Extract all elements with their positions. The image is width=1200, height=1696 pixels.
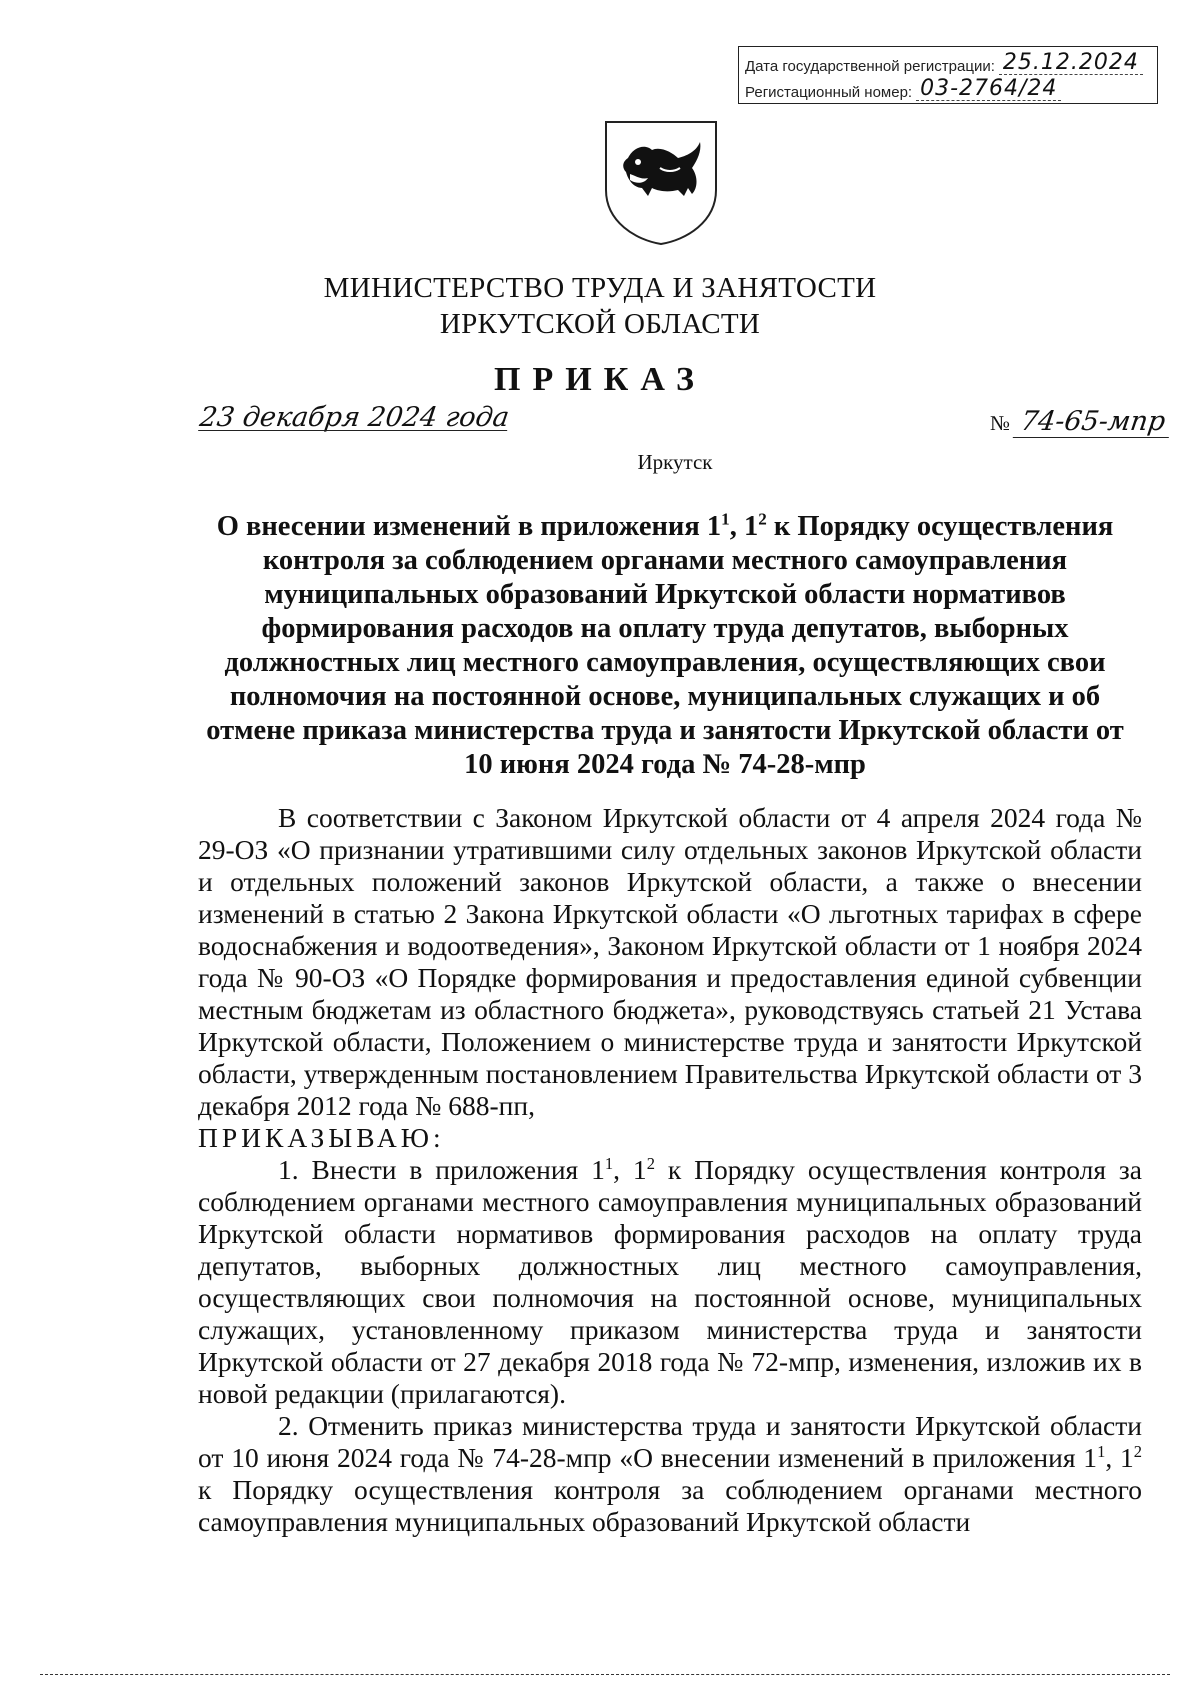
document-body	[198, 802, 1142, 1538]
ministry-name	[0, 270, 1200, 342]
title-part2: к Порядку осуществления контроля за соблюдением органами местного самоуправления муниципальных образований Иркутской области нормативов формирования расходов на оплату труда депутатов, выборных должностных лиц местного самоуправления, осуществляющих свои полномочия на постоянной основе, муниципальных служащих и об отмене приказа министерства труда и занятости Иркутской области от 10 июня 2024 года № 74-28-мпр	[206, 511, 1124, 780]
ministry-name-line1: МИНИСТЕРСТВО ТРУДА И ЗАНЯТОСТИ	[323, 272, 877, 304]
registration-number-row	[745, 75, 1151, 101]
registration-date-value: 25.12.2024	[999, 52, 1143, 75]
coat-of-arms-icon	[600, 118, 722, 246]
handwritten-date: 23 декабря 2024 года	[197, 402, 512, 433]
page-bottom-rule	[40, 1674, 1170, 1675]
number-prefix: №	[990, 411, 1011, 435]
item-2-text-b: к Порядку осуществления контроля за соблюдением органами местного самоуправления муниципальных образований Иркутской области	[198, 1474, 1142, 1537]
ministry-name-line2: ИРКУТСКОЙ ОБЛАСТИ	[439, 308, 761, 340]
registration-date-label: Дата государственной регистрации:	[745, 58, 995, 75]
document-type-heading: ПРИКАЗ	[494, 361, 706, 398]
registration-number-label: Регистационный номер:	[745, 84, 913, 101]
item-1-text-a: 1. Внести в приложения 1	[278, 1154, 605, 1185]
item-1-sup1: 1	[604, 1153, 614, 1173]
registration-date-row	[745, 49, 1151, 75]
city-name: Иркутск	[637, 450, 713, 474]
item-2-text-a: 2. Отменить приказ министерства труда и занятости Иркутской области от 10 июня 2024 года № 74-28-мпр «О внесении изменений в приложения 1	[198, 1410, 1142, 1473]
handwritten-number: 74-65-мпр	[1013, 406, 1174, 438]
title-sup2: 2	[758, 509, 767, 529]
document-title	[190, 510, 1140, 782]
item-2-sup1: 1	[1097, 1441, 1106, 1461]
registration-number-value: 03-2764/24	[916, 78, 1061, 101]
item-1-paragraph	[198, 1154, 1142, 1410]
preamble-paragraph: В соответствии с Законом Иркутской области от 4 апреля 2024 года № 29-ОЗ «О признании утратившими силу отдельных законов Иркутской области и отдельных положений законов Иркутской области, а также о внесении изменений в статью 2 Закона Иркутской области «О льготных тарифах в сфере водоснабжения и водоотведения», Законом Иркутской области от 1 ноября 2024 года № 90-ОЗ «О Порядке формирования и предоставления единой субвенции местным бюджетам из областного бюджета», руководствуясь статьей 21 Устава Иркутской области, Положением о министерстве труда и занятости Иркутской области, утвержденным постановлением Правительства Иркутской области от 3 декабря 2012 года № 688-пп,	[198, 802, 1142, 1121]
item-2-paragraph	[198, 1410, 1142, 1538]
item-1-separator: , 1	[613, 1154, 647, 1185]
order-word: ПРИКАЗЫВАЮ:	[198, 1122, 445, 1153]
registration-stamp	[738, 46, 1158, 104]
title-separator: , 1	[729, 511, 759, 542]
item-1-text-b: к Порядку осуществления контроля за соблюдением органами местного самоуправления муниципальных образований Иркутской области нормативов формирования расходов на оплату труда депутатов, выборных должностных лиц местного самоуправления, осуществляющих свои полномочия на постоянной основе, муниципальных служащих, установленному приказом министерства труда и занятости Иркутской области от 27 декабря 2018 года № 72-мпр, изменения, изложив их в новой редакции (прилагаются).	[198, 1154, 1142, 1409]
title-sup1: 1	[721, 509, 730, 529]
title-part1: О внесении изменений в приложения 1	[216, 511, 722, 542]
item-1-sup2: 2	[646, 1153, 655, 1173]
item-2-sup2: 2	[1133, 1441, 1143, 1461]
item-2-separator: , 1	[1105, 1442, 1134, 1473]
document-number	[990, 406, 1171, 438]
